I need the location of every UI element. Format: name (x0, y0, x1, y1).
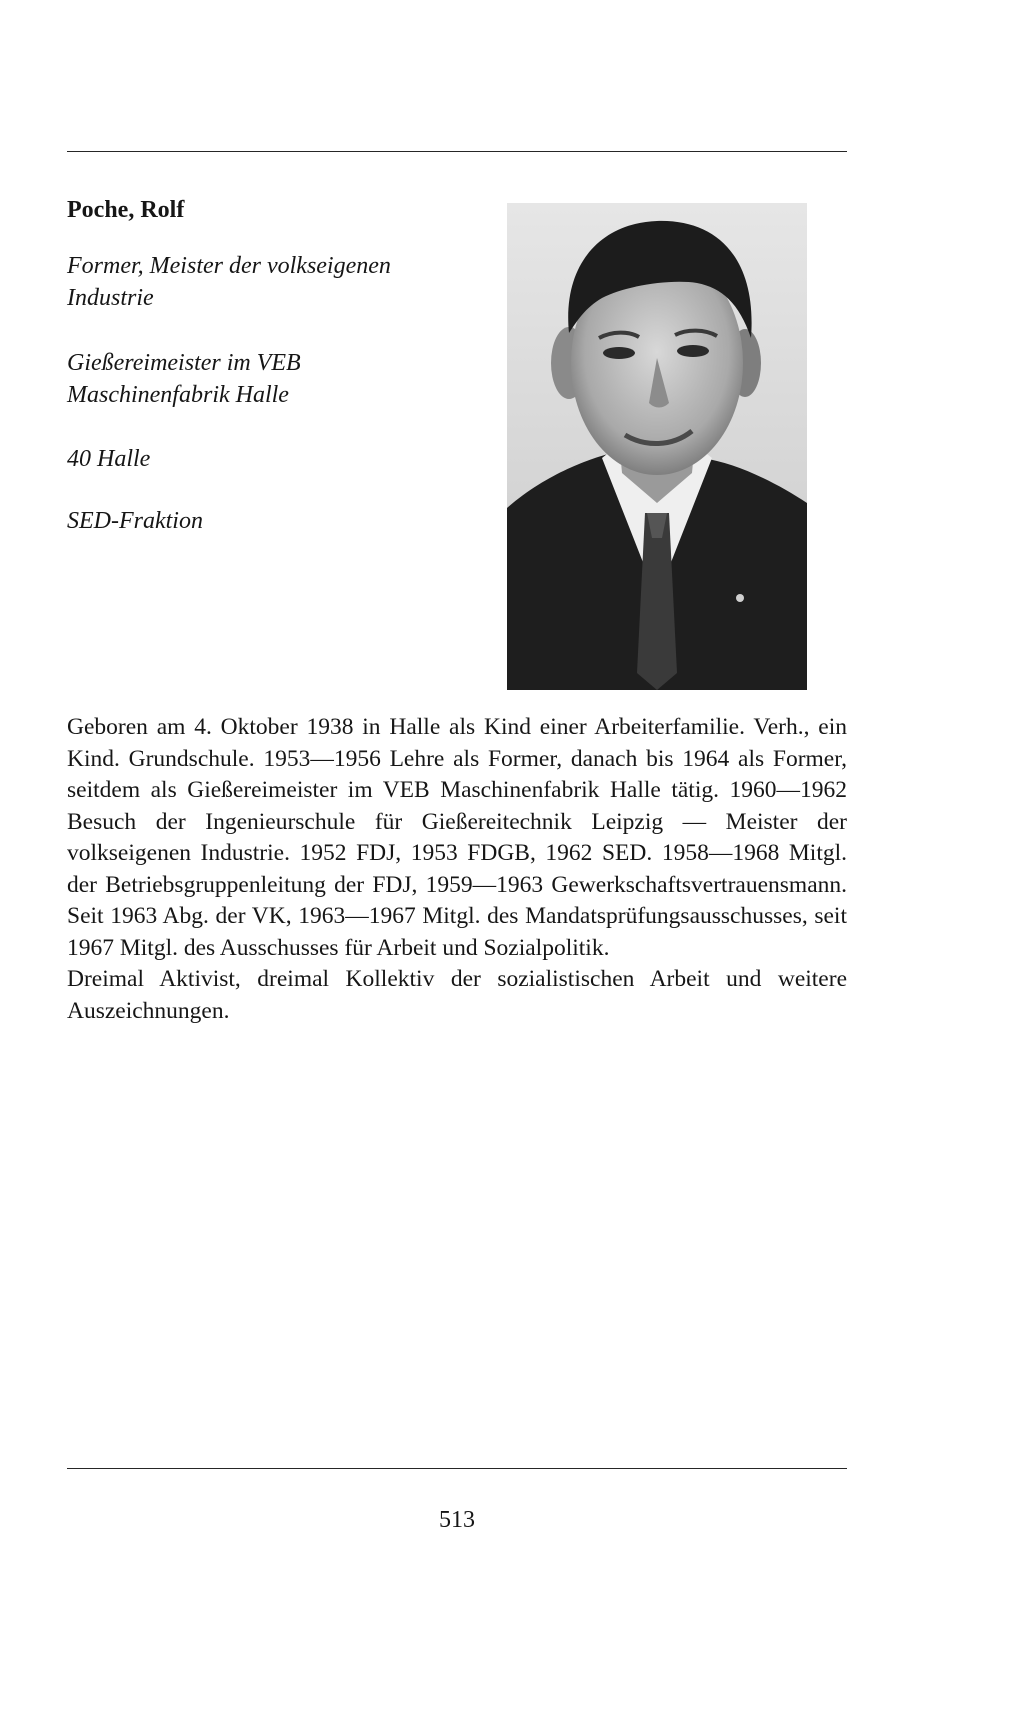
portrait-photo (507, 203, 807, 690)
position: Gießereimeister im VEB Maschinenfabrik Halle (67, 350, 301, 408)
biography (67, 712, 847, 1027)
occupation: Former, Meister der volkseigenen Industrie (67, 253, 391, 311)
biography-paragraph: Geboren am 4. Oktober 1938 in Halle als Kind einer Arbeiterfamilie. Verh., ein Kind. Grundschule. 1953—1956 Lehre als Former, danach bis 1964 als Former, seitdem als Gießereimeister im VEB Maschinenfabrik Halle tätig. 1960—1962 Besuch der Ingenieurschule für Gießereitechnik Leipzig — Meister der volkseigenen Industrie. 1952 FDJ, 1953 FDGB, 1962 SED. 1958—1968 Mitgl. der Betriebsgruppenleitung der FDJ, 1959—1963 Gewerkschaftsvertrauensmann. Seit 1963 Abg. der VK, 1963—1967 Mitgl. des Mandatsprüfungsausschusses, seit 1967 Mitgl. des Ausschusses für Arbeit und Sozialpolitik. (67, 714, 847, 961)
person-name: Poche, Rolf (67, 197, 185, 223)
electoral-district: 40 Halle (67, 446, 151, 472)
top-rule (67, 151, 847, 152)
page-number: 513 (439, 1507, 475, 1533)
biography-paragraph: Dreimal Aktivist, dreimal Kollektiv der sozialistischen Arbeit und weitere Auszeichnungen. (67, 966, 847, 1024)
parliamentary-faction: SED-Fraktion (67, 508, 203, 534)
bottom-rule (67, 1468, 847, 1469)
